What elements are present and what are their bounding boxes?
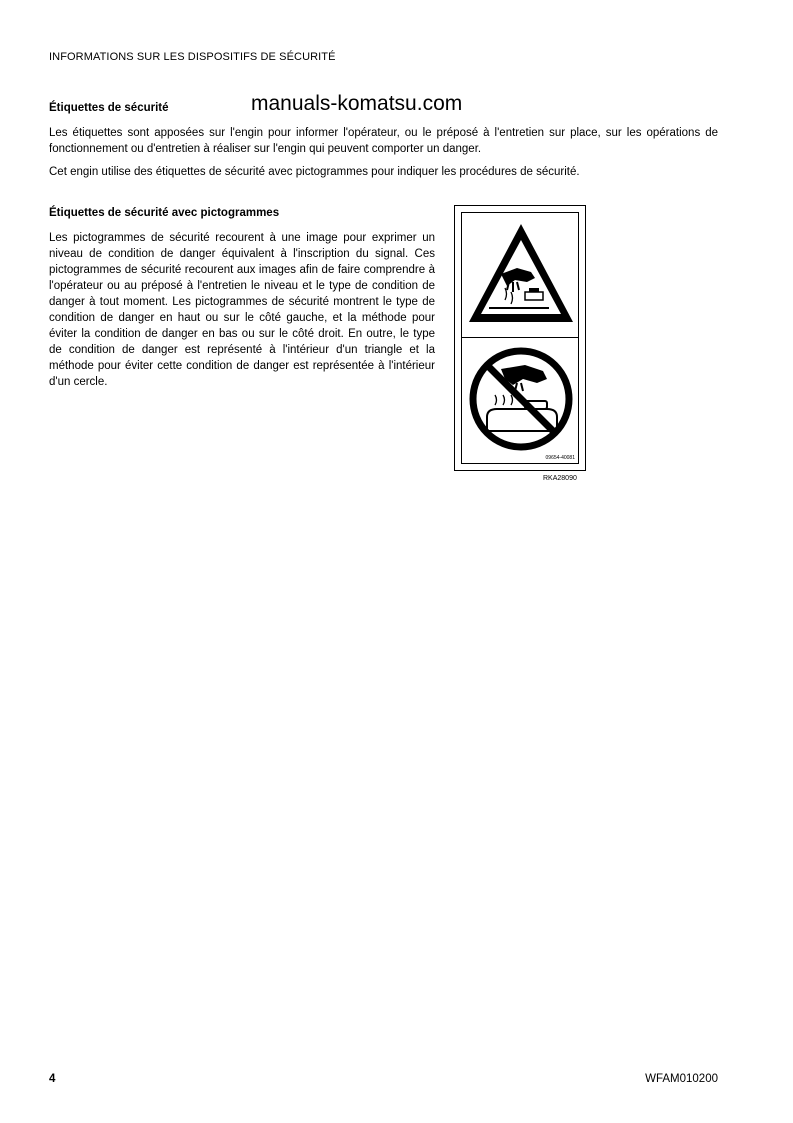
paragraph-pictogram-use: Cet engin utilise des étiquettes de sécurité avec pictogrammes pour indiquer les procédures de sécurité. (49, 166, 580, 178)
page-number: 4 (49, 1073, 56, 1085)
danger-triangle-icon (465, 218, 577, 328)
document-code: WFAM010200 (645, 1073, 718, 1085)
paragraph-pictogram-description: Les pictogrammes de sécurité recourent à une image pour exprimer un niveau de condition de danger équivalent à l'inscription du signal. Ces pictogrammes de sécurité recourent aux images afin de faire comprendre à l'opérateur ou au préposé à l'entretien le niveau et le type de condition de danger à tout moment. Les pictogrammes de sécurité montrent le type de condition de danger en haut ou sur le côté gauche, et la méthode pour éviter la condition de danger en bas ou sur le côté droit. En outre, le type de condition de danger est représenté à l'intérieur d'un triangle et la méthode pour éviter cette condition de danger est représentée à l'intérieur d'un cercle. (49, 232, 435, 388)
figure-caption: RKA28090 (543, 475, 577, 482)
safety-label-frame (461, 212, 579, 464)
label-part-number: 09654-40081 (545, 455, 575, 461)
page-header-title: INFORMATIONS SUR LES DISPOSITIFS DE SÉCURITÉ (49, 51, 336, 63)
section-heading-pictograms: Étiquettes de sécurité avec pictogrammes (49, 207, 280, 219)
section-heading-safety-labels: Étiquettes de sécurité (49, 102, 169, 114)
safety-label-figure (454, 205, 586, 471)
watermark: manuals-komatsu.com (251, 92, 463, 115)
figure-divider (462, 337, 578, 338)
paragraph-intro: Les étiquettes sont apposées sur l'engin pour informer l'opérateur, ou le préposé à l'entretien sur place, sur les opérations de fonctionnement ou d'entretien à réaliser sur l'engin qui peuvent comporter un danger. (49, 127, 718, 155)
prohibition-circle-icon (465, 343, 577, 455)
